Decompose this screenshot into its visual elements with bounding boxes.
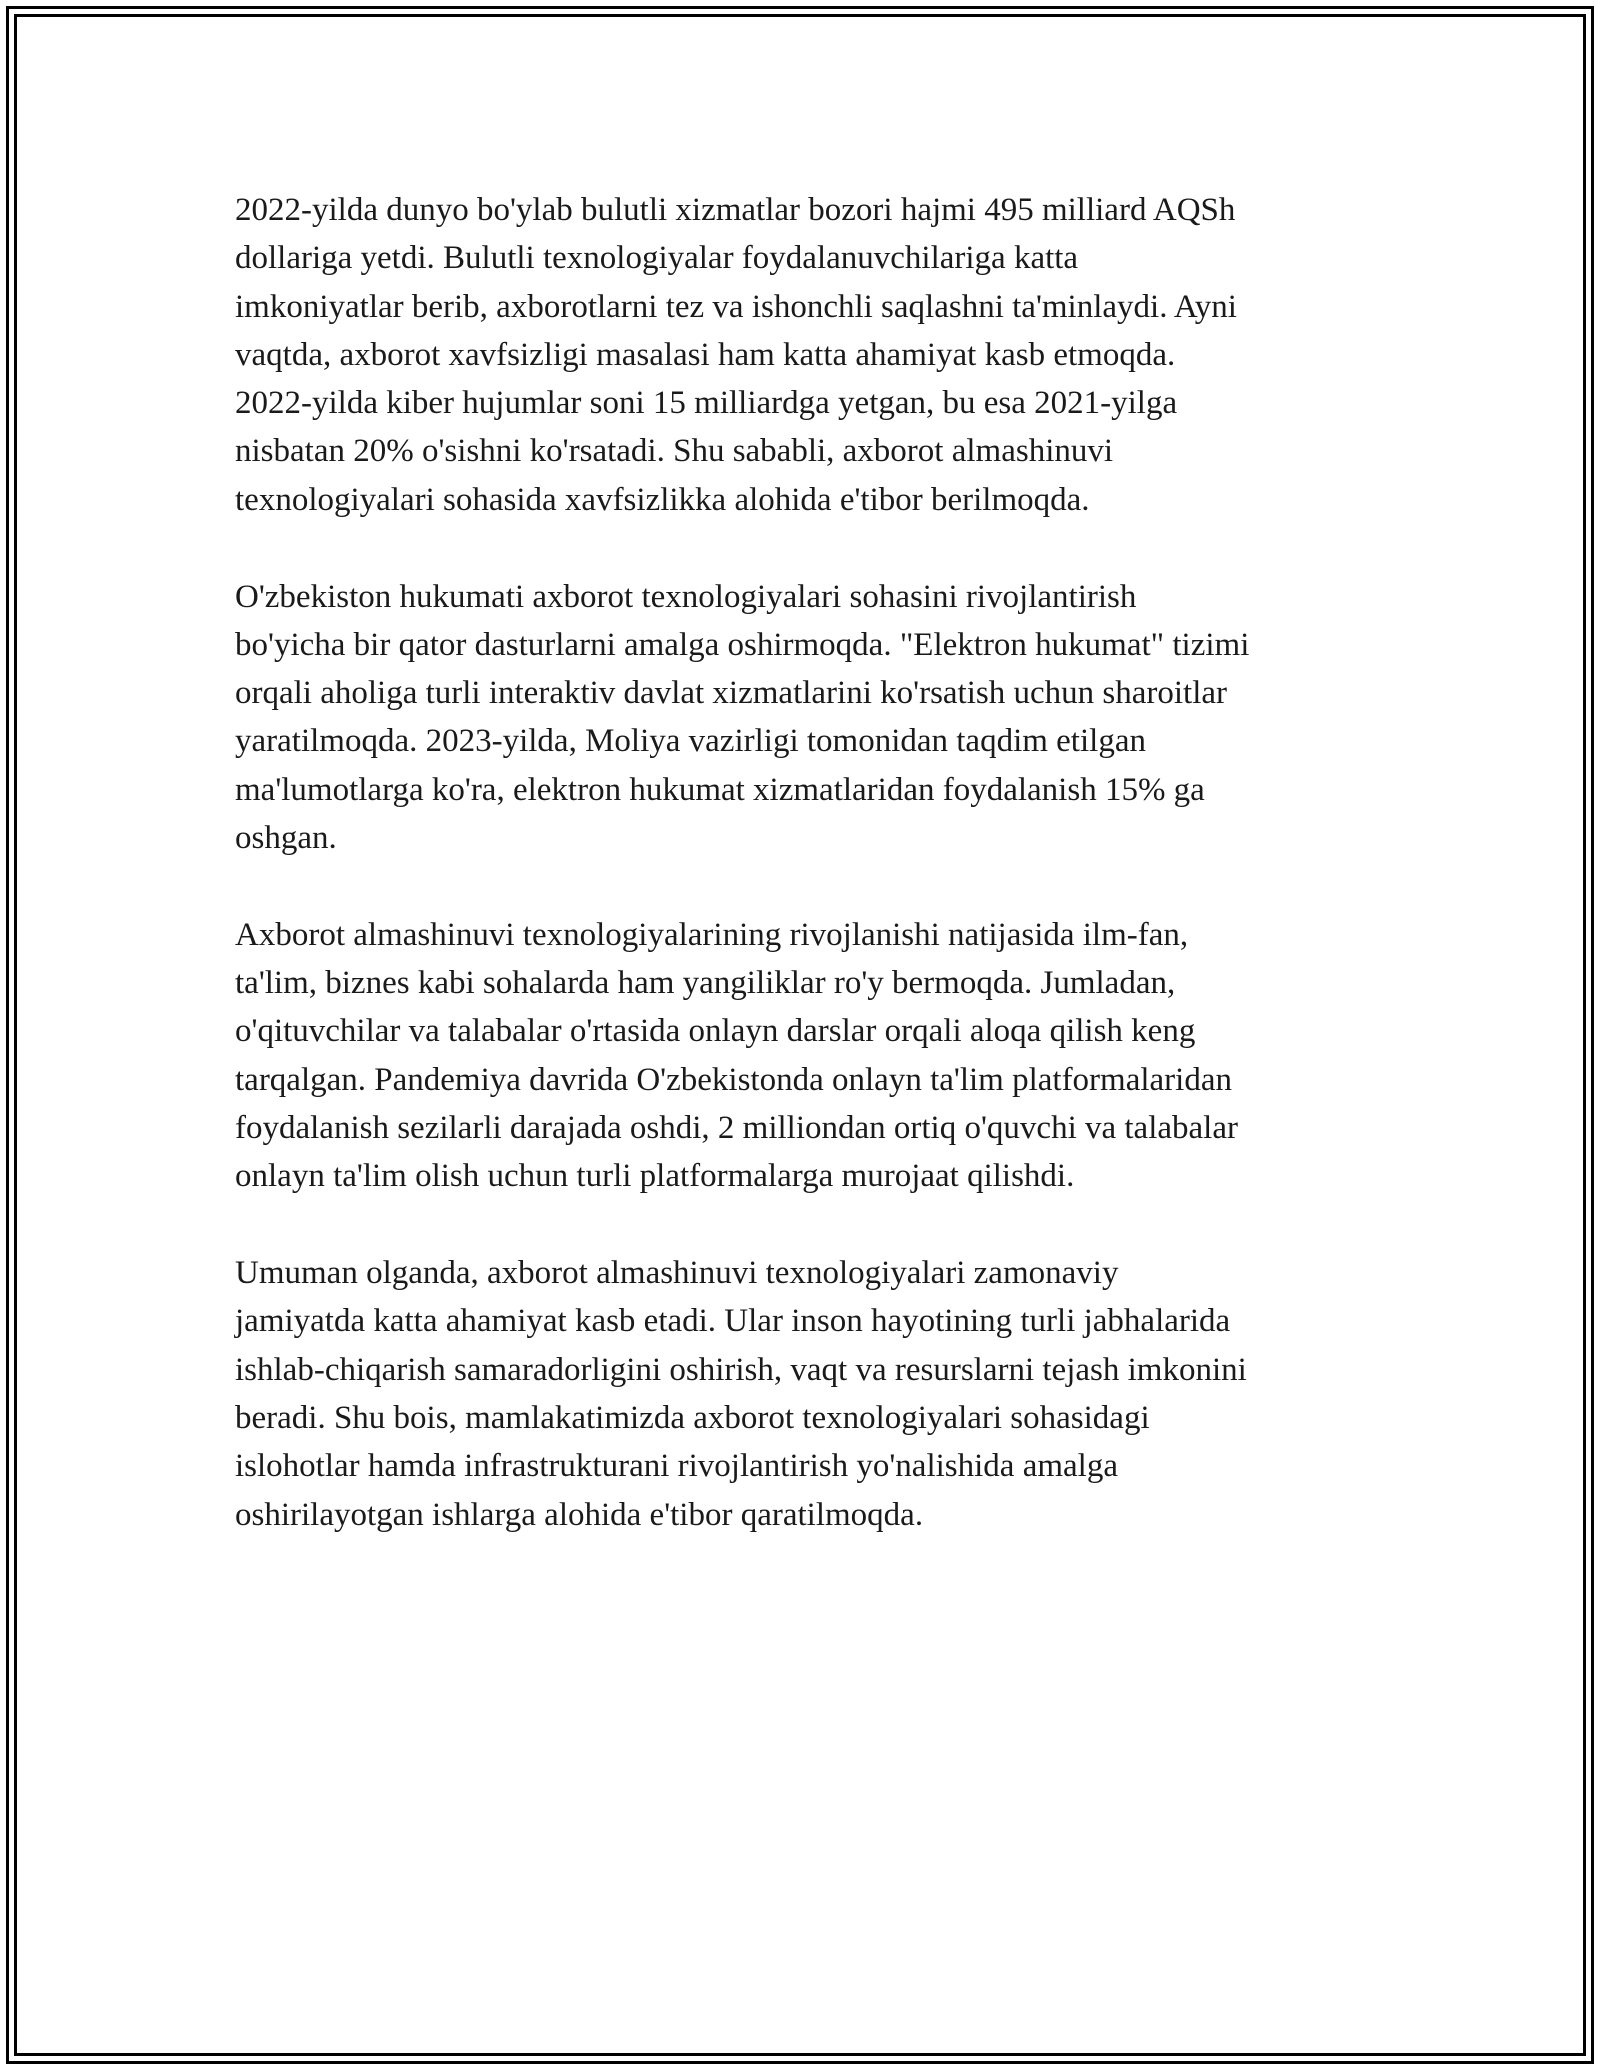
paragraph-cloud-services: 2022-yilda dunyo bo'ylab bulutli xizmatlar bozori hajmi 495 milliard AQSh dollariga yetdi. Bulutli texnologiyalar foydalanuvchilariga katta imkoniyatlar berib, axborotlarni tez va ishonchli saqlashni ta'minlaydi. Ayni vaqtda, axborot xavfsizligi masalasi ham katta ahamiyat kasb etmoqda. 2022-yilda kiber hujumlar soni 15 milliardga yetgan, bu esa 2021-yilga nisbatan 20% o'sishni ko'rsatadi. Shu sababli, axborot almashinuvi texnologiyalari sohasida xavfsizlikka alohida e'tibor berilmoqda.	[235, 192, 1237, 518]
paragraph-online-education: Axborot almashinuvi texnologiyalarining rivojlanishi natijasida ilm-fan, ta'lim, biznes kabi sohalarda ham yangiliklar ro'y bermoqda. Jumladan, o'qituvchilar va talabalar o'rtasida onlayn darslar orqali aloqa qilish keng tarqalgan. Pandemiya davrida O'zbekistonda onlayn ta'lim platformalaridan foydalanish sezilarli darajada oshdi, 2 milliondan ortiq o'quvchi va talabalar onlayn ta'lim olish uchun turli platformalarga murojaat qilishdi.	[235, 916, 1238, 1195]
paragraph-conclusion: Umuman olganda, axborot almashinuvi texnologiyalari zamonaviy jamiyatda katta ahamiyat kasb etadi. Ular inson hayotining turli jabhalarida ishlab-chiqarish samaradorligini oshirish, vaqt va resurslarni tejash imkonini beradi. Shu bois, mamlakatimizda axborot texnologiyalari sohasidagi islohotlar hamda infrastrukturani rivojlantirish yo'nalishida amalga oshirilayotgan ishlarga alohida e'tibor qaratilmoqda.	[235, 1255, 1247, 1533]
paragraph-e-government: O'zbekiston hukumati axborot texnologiyalari sohasini rivojlantirish bo'yicha bir qator dasturlarni amalga oshirmoqda. "Elektron hukumat" tizimi orqali aholiga turli interaktiv davlat xizmatlarini ko'rsatish uchun sharoitlar yaratilmoqda. 2023-yilda, Moliya vazirligi tomonidan taqdim etilgan ma'lumotlarga ko'ra, elektron hukumat xizmatlaridan foydalanish 15% ga oshgan.	[235, 578, 1250, 857]
document-body	[235, 186, 1365, 1587]
